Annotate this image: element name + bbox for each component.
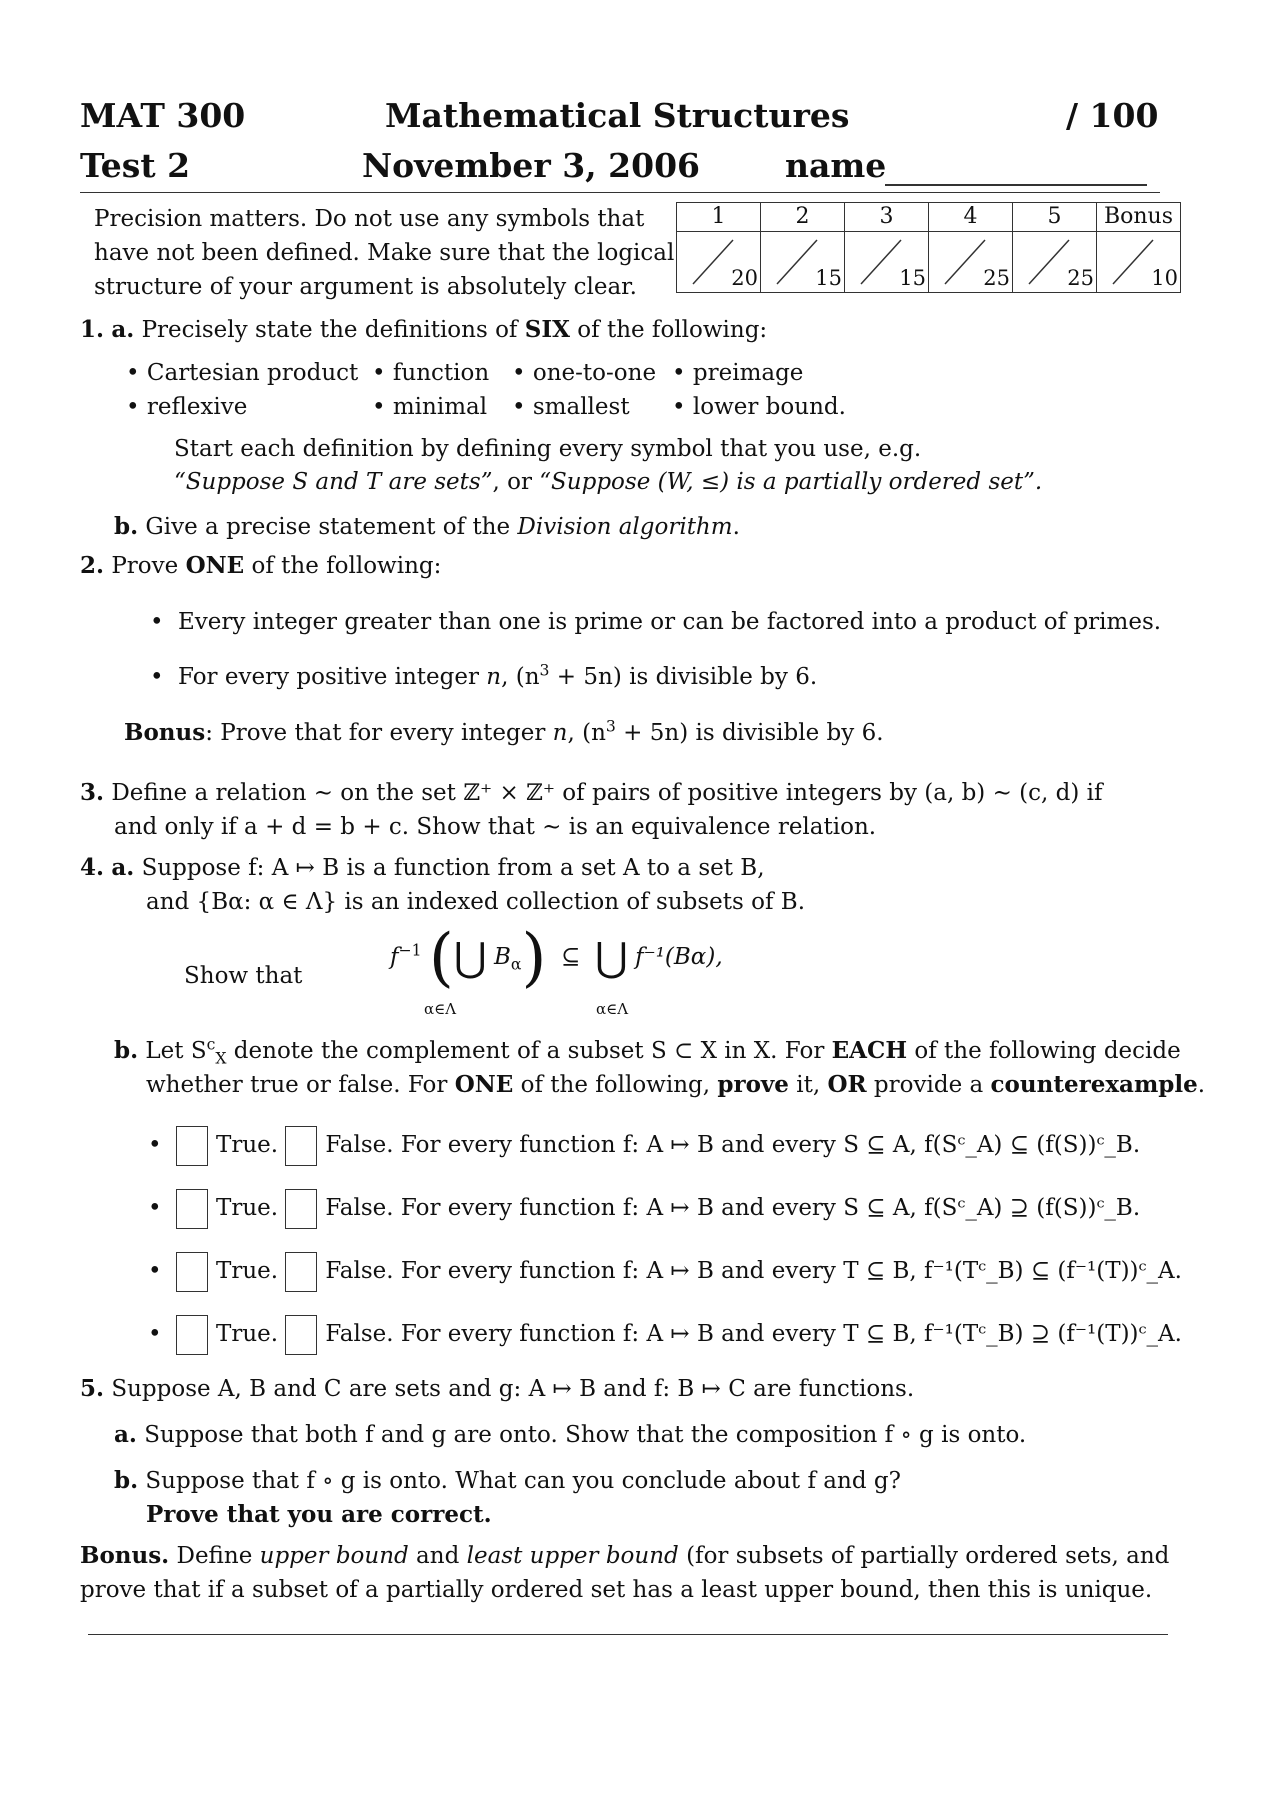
- q1-b-text2: .: [732, 514, 740, 540]
- q5-intro: [80, 1372, 914, 1406]
- q5-a-label: a.: [114, 1421, 137, 1448]
- bonus-t2: and: [408, 1543, 467, 1569]
- q5-text: Suppose A, B and C are sets and g: A ↦ B and f: B ↦ C are functions.: [111, 1376, 915, 1402]
- q5-a-text: Suppose that both f and g are onto. Show that the composition f ∘ g is onto.: [144, 1422, 1027, 1448]
- formula-index-left: α∈Λ: [424, 1000, 457, 1018]
- q2-bonus-n: n: [552, 720, 568, 746]
- bonus-least-upper-bound: least upper bound: [466, 1543, 679, 1569]
- q4-b-or: OR: [827, 1071, 867, 1098]
- header-rule: [80, 192, 1160, 193]
- score-label-4: 4: [929, 203, 1013, 232]
- q1-a-text1: Precisely state the definitions of: [141, 317, 525, 343]
- q4-b-text2a: whether true or false. For: [146, 1072, 455, 1098]
- q4-a-line1: [80, 851, 765, 885]
- tf-row-2: [148, 1189, 1140, 1229]
- false-label-3: False.: [325, 1258, 394, 1284]
- name-line[interactable]: [885, 184, 1147, 186]
- q2-item-2-exp: 3: [539, 660, 550, 680]
- score-box-2[interactable]: [761, 232, 845, 293]
- course-title: Mathematical Structures: [385, 96, 850, 135]
- formula-alpha: α: [510, 954, 522, 974]
- false-checkbox-1[interactable]: [285, 1126, 317, 1166]
- formula-f: f: [390, 944, 399, 970]
- q1-term-lower-bound: • lower bound.: [672, 394, 846, 420]
- q3-line2: and only if a + d = b + c. Show that ∼ is an equivalence relation.: [114, 814, 877, 840]
- tf-statement-3: For every function f: A ↦ B and every T ⊆ B, f⁻¹(Tᶜ_B) ⊆ (f⁻¹(T))ᶜ_A.: [400, 1258, 1182, 1284]
- score-points-4: 25: [983, 266, 1010, 290]
- q5-b: [114, 1464, 901, 1498]
- q2-bonus-exp: 3: [605, 716, 616, 736]
- q4-b-text2b: of the following,: [513, 1072, 718, 1098]
- true-checkbox-1[interactable]: [176, 1126, 208, 1166]
- test-number: Test 2: [80, 146, 191, 185]
- union-icon: ⋃: [594, 935, 628, 981]
- q1-term-preimage: • preimage: [672, 360, 804, 386]
- q2-bonus-text3: + 5n) is divisible by 6.: [615, 720, 884, 746]
- q4-b-text1a: Let S: [145, 1038, 207, 1064]
- q1-hint-example2: “Suppose (W, ≤) is a partially ordered set”.: [539, 469, 1043, 495]
- formula-index-right: α∈Λ: [596, 1000, 629, 1018]
- false-label-2: False.: [325, 1195, 394, 1221]
- q3-number: 3.: [80, 779, 105, 806]
- right-paren-icon: ): [521, 921, 547, 995]
- formula-subseteq: ⊆: [561, 944, 581, 970]
- q4-number: 4.: [80, 854, 105, 881]
- q2-text2: of the following:: [244, 553, 442, 579]
- q1-hint-or: , or: [492, 469, 540, 495]
- q1-hint-example1: “Suppose S and T are sets”: [174, 469, 493, 495]
- q2-item-2-text1: For every positive integer: [178, 664, 487, 690]
- footer-rule: [88, 1634, 1168, 1635]
- score-box-3[interactable]: [845, 232, 929, 293]
- q5-b-text: Suppose that f ∘ g is onto. What can you conclude about f and g?: [145, 1468, 901, 1494]
- q4-a-text1: Suppose f: A ↦ B is a function from a set A to a set B,: [141, 855, 765, 881]
- tf-statement-2: For every function f: A ↦ B and every S ⊆ A, f(Sᶜ_A) ⊇ (f(S))ᶜ_B.: [400, 1195, 1141, 1221]
- union-icon: ⋃: [453, 935, 487, 981]
- q4-b-prove: prove: [717, 1071, 789, 1098]
- q5-b-label: b.: [114, 1467, 139, 1494]
- q3-text1: Define a relation ∼ on the set ℤ⁺ × ℤ⁺ of pairs of positive integers by (a, b) ∼ (c, d) if: [111, 780, 1103, 806]
- score-points-1: 20: [731, 266, 758, 290]
- q1-b: [114, 510, 740, 544]
- q4-b-text1c: of the following decide: [907, 1038, 1181, 1064]
- score-table: [676, 202, 1181, 293]
- true-label-4: True.: [216, 1321, 279, 1347]
- score-points-3: 15: [899, 266, 926, 290]
- bullet-icon: •: [150, 664, 164, 690]
- tf-statement-1: For every function f: A ↦ B and every S ⊆ A, f(Sᶜ_A) ⊆ (f(S))ᶜ_B.: [400, 1132, 1141, 1158]
- q2-bonus-label: Bonus: [124, 719, 206, 746]
- q4-b-text2d: provide a: [866, 1072, 991, 1098]
- score-label-1: 1: [677, 203, 761, 232]
- q2-bonus-text2: , (n: [567, 720, 606, 746]
- false-checkbox-2[interactable]: [285, 1189, 317, 1229]
- tf-statement-4: For every function f: A ↦ B and every T ⊆ B, f⁻¹(Tᶜ_B) ⊇ (f⁻¹(T))ᶜ_A.: [400, 1321, 1182, 1347]
- bullet-icon: •: [148, 1195, 162, 1221]
- score-total: / 100: [1066, 96, 1159, 135]
- q5-number: 5.: [80, 1375, 105, 1402]
- q4-b-text2c: it,: [788, 1072, 828, 1098]
- false-checkbox-3[interactable]: [285, 1252, 317, 1292]
- tf-row-3: [148, 1252, 1182, 1292]
- true-label-1: True.: [216, 1132, 279, 1158]
- name-label: name: [785, 146, 887, 185]
- score-points-5: 25: [1067, 266, 1094, 290]
- intro-line-3: structure of your argument is absolutely clear.: [94, 274, 637, 300]
- formula-rhs: f⁻¹(Bα),: [635, 944, 723, 970]
- q1-term-cartesian: • Cartesian product: [126, 360, 359, 386]
- q2-bonus: [124, 716, 884, 750]
- bonus-label: Bonus.: [80, 1542, 170, 1569]
- bonus-line1: [80, 1539, 1169, 1573]
- q1-b-italic: Division algorithm: [517, 514, 733, 540]
- formula-B: B: [493, 944, 511, 970]
- intro-line-2: have not been defined. Make sure that the logical: [94, 240, 675, 266]
- q4-b-each: EACH: [831, 1037, 908, 1064]
- q2-number: 2.: [80, 552, 105, 579]
- q4-show-that: Show that: [184, 963, 303, 989]
- tf-row-4: [148, 1315, 1182, 1355]
- score-label-bonus: Bonus: [1097, 203, 1181, 232]
- q1-term-function: • function: [372, 360, 490, 386]
- q4-a-label: a.: [111, 854, 135, 881]
- score-points-2: 15: [815, 266, 842, 290]
- q4-b-line1: [114, 1034, 1181, 1068]
- q2-item-2-text3: + 5n) is divisible by 6.: [549, 664, 818, 690]
- q4-b-line2: [146, 1068, 1205, 1102]
- q2-text1: Prove: [111, 553, 186, 579]
- score-box-4[interactable]: [929, 232, 1013, 293]
- left-paren-icon: (: [428, 921, 454, 995]
- q1-term-minimal: • minimal: [372, 394, 488, 420]
- q1-term-smallest: • smallest: [512, 394, 630, 420]
- bonus-t3: (for subsets of partially ordered sets, and: [678, 1543, 1170, 1569]
- bullet-icon: •: [148, 1258, 162, 1284]
- q4-formula: [390, 921, 723, 995]
- score-label-2: 2: [761, 203, 845, 232]
- true-label-3: True.: [216, 1258, 279, 1284]
- q1-a-text2: of the following:: [569, 317, 768, 343]
- intro-line-1: Precision matters. Do not use any symbols that: [94, 206, 645, 232]
- false-label-4: False.: [325, 1321, 394, 1347]
- q1-hint-line1: Start each definition by defining every symbol that you use, e.g.: [174, 436, 922, 462]
- false-checkbox-4[interactable]: [285, 1315, 317, 1355]
- bonus-t1: Define: [169, 1543, 260, 1569]
- q2-item-2-text2: , (n: [501, 664, 540, 690]
- q4-b-counterexample: counterexample: [990, 1071, 1198, 1098]
- q5-b-prove: Prove that you are correct.: [146, 1501, 492, 1528]
- q4-b-text2e: .: [1197, 1072, 1206, 1098]
- q1-a: [80, 313, 767, 347]
- score-points-bonus: 10: [1151, 266, 1178, 290]
- tf-row-1: [148, 1126, 1140, 1166]
- formula-inverse: −1: [398, 940, 422, 960]
- q2-item-1: [150, 605, 1161, 639]
- q4-b-text1b: denote the complement of a subset S ⊂ X in X. For: [226, 1038, 832, 1064]
- true-checkbox-3[interactable]: [176, 1252, 208, 1292]
- course-code: MAT 300: [80, 96, 246, 135]
- q2-bonus-text1: : Prove that for every integer: [205, 720, 553, 746]
- bullet-icon: •: [148, 1132, 162, 1158]
- q4-b-sup: c: [206, 1034, 216, 1054]
- q4-b-label: b.: [114, 1037, 139, 1064]
- bonus-line2: prove that if a subset of a partially ordered set has a least upper bound, then this is unique.: [80, 1577, 1153, 1603]
- q1-a-label: a.: [111, 316, 135, 343]
- score-box-bonus[interactable]: [1097, 232, 1181, 293]
- q4-a-line2: and {Bα: α ∈ Λ} is an indexed collection of subsets of B.: [146, 889, 806, 915]
- q1-term-reflexive: • reflexive: [126, 394, 248, 420]
- true-label-2: True.: [216, 1195, 279, 1221]
- q4-b-one: ONE: [454, 1071, 514, 1098]
- q2-item-2-n: n: [486, 664, 502, 690]
- bonus-upper-bound: upper bound: [259, 1543, 409, 1569]
- q5-a: [114, 1418, 1026, 1452]
- false-label-1: False.: [325, 1132, 394, 1158]
- score-box-1[interactable]: [677, 232, 761, 293]
- score-label-3: 3: [845, 203, 929, 232]
- q1-a-bold: SIX: [524, 316, 570, 343]
- score-label-5: 5: [1013, 203, 1097, 232]
- q1-hint-line2: [174, 465, 1042, 499]
- q2-bold: ONE: [185, 552, 245, 579]
- true-checkbox-4[interactable]: [176, 1315, 208, 1355]
- score-box-5[interactable]: [1013, 232, 1097, 293]
- q1-number: 1.: [80, 316, 105, 343]
- q2-prompt: [80, 549, 441, 583]
- q1-term-one-to-one: • one-to-one: [512, 360, 657, 386]
- q1-b-label: b.: [114, 513, 139, 540]
- q2-item-2: [150, 660, 817, 694]
- true-checkbox-2[interactable]: [176, 1189, 208, 1229]
- bullet-icon: •: [148, 1321, 162, 1347]
- q2-item-1-text: Every integer greater than one is prime or can be factored into a product of primes.: [178, 609, 1162, 635]
- test-date: November 3, 2006: [362, 146, 700, 185]
- q4-b-sub: X: [215, 1048, 227, 1068]
- q1-b-text1: Give a precise statement of the: [145, 514, 518, 540]
- bullet-icon: •: [150, 609, 164, 635]
- q3-line1: [80, 776, 1103, 810]
